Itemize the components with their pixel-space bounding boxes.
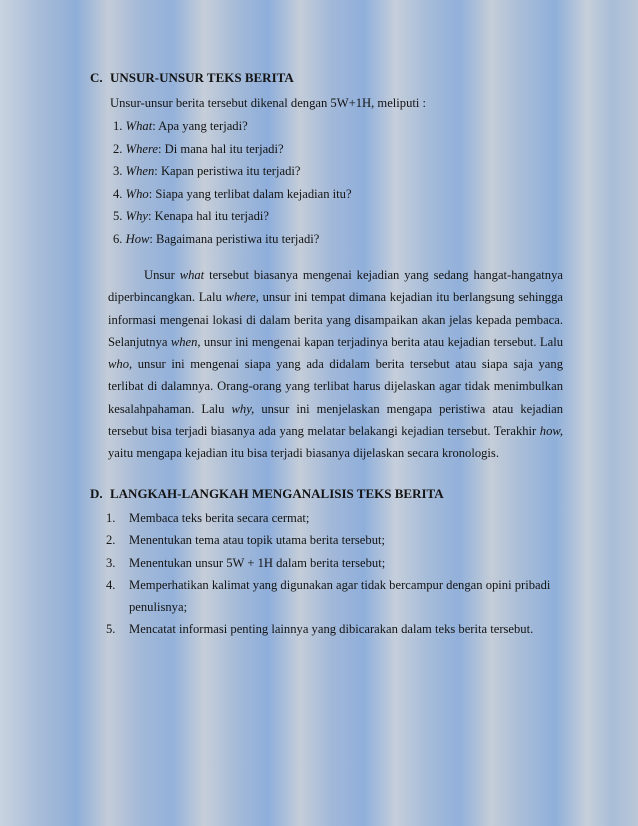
list-item [106,574,566,619]
item-text: Membaca teks berita secara cermat; [129,511,310,525]
item-number: 1. [113,119,123,133]
item-number: 3. [106,555,116,570]
paragraph-text: , unsur ini tempat dimana kejadian itu berlangsung sehingga informasi mengenai lokasi di dalam berita yang disampaikan akan jelas kepada pembaca. Selanjutnya [108,290,563,349]
paragraph-term: where [225,290,256,305]
section-d-letter: D. [90,486,103,501]
section-c-letter: C. [90,70,103,85]
paragraph-term: what [179,268,205,282]
item-number: 3. [113,164,123,178]
item-text: : Apa yang terjadi? [152,119,248,133]
item-term: How [125,232,150,246]
item-term: What [125,119,153,133]
item-term: When [125,164,155,178]
item-number: 5. [106,622,116,637]
item-text: : Kapan peristiwa itu terjadi? [154,164,301,178]
list-item [113,232,319,247]
section-d-list [106,507,566,641]
item-text: : Kenapa hal itu terjadi? [148,209,269,223]
item-text: Menentukan unsur 5W + 1H dalam berita tersebut; [129,555,386,570]
list-item [106,507,566,529]
item-number: 1. [106,511,116,525]
item-text: : Di mana hal itu terjadi? [158,142,284,156]
paragraph-text: Unsur [144,268,180,282]
list-item [106,618,566,640]
section-c-paragraph [108,264,563,465]
item-text: Menentukan tema atau topik utama berita tersebut; [129,533,385,548]
item-term: Who [125,187,149,201]
item-text: : Siapa yang terlibat dalam kejadian itu? [148,187,352,201]
list-item [113,142,284,157]
item-text: Mencatat informasi penting lainnya yang dibicarakan dalam teks berita tersebut. [129,622,534,637]
section-d-heading [90,486,444,502]
item-number: 4. [113,187,123,201]
section-c-title: UNSUR-UNSUR TEKS BERITA [110,70,294,85]
list-item [106,529,566,551]
paragraph-term: how, [539,424,563,439]
paragraph-term: who, [108,357,133,372]
item-number: 2. [106,533,116,548]
item-text: : Bagaimana peristiwa itu terjadi? [149,232,320,246]
paragraph-term: why, [231,401,255,416]
item-number: 5. [113,209,123,223]
item-number: 2. [113,142,123,156]
paragraph-text: tersebut biasanya mengenai kejadian yang sedang hangat-hangatnya diperbincangkan. Lalu [108,268,563,305]
list-item [113,209,269,224]
item-number: 4. [106,577,116,592]
section-d-title: LANGKAH-LANGKAH MENGANALISIS TEKS BERITA [110,486,444,501]
list-item [113,187,352,202]
item-text: Memperhatikan kalimat yang digunakan agar tidak bercampur dengan opini pribadi penulisnya; [129,577,551,615]
paragraph-term: when, [170,334,201,349]
paragraph-text: unsur ini mengenai siapa yang ada didalam berita tersebut atau siapa saja yang terlibat di dalamnya. Orang-orang yang terlibat harus dijelaskan agar tidak menimbulkan kesalahpahaman. Lalu [108,357,563,416]
section-c-heading [90,70,294,86]
item-term: Where [125,142,159,156]
list-item [113,164,300,179]
list-item [113,119,248,134]
section-c-intro: Unsur-unsur berita tersebut dikenal dengan 5W+1H, meliputi : [110,96,427,110]
list-item [106,552,566,574]
paragraph-text: unsur ini menjelaskan mengapa peristiwa atau kejadian tersebut bisa terjadi biasanya ada yang melatar belakangi kejadian tersebut. Terakhir [108,401,564,439]
paragraph-text: yaitu mengapa kejadian itu bisa terjadi biasanya dijelaskan secara kronologis. [108,446,499,461]
item-number: 6. [113,232,123,246]
paragraph-text: unsur ini mengenai kapan terjadinya berita atau kejadian tersebut. Lalu [200,334,563,349]
item-term: Why [125,209,148,223]
